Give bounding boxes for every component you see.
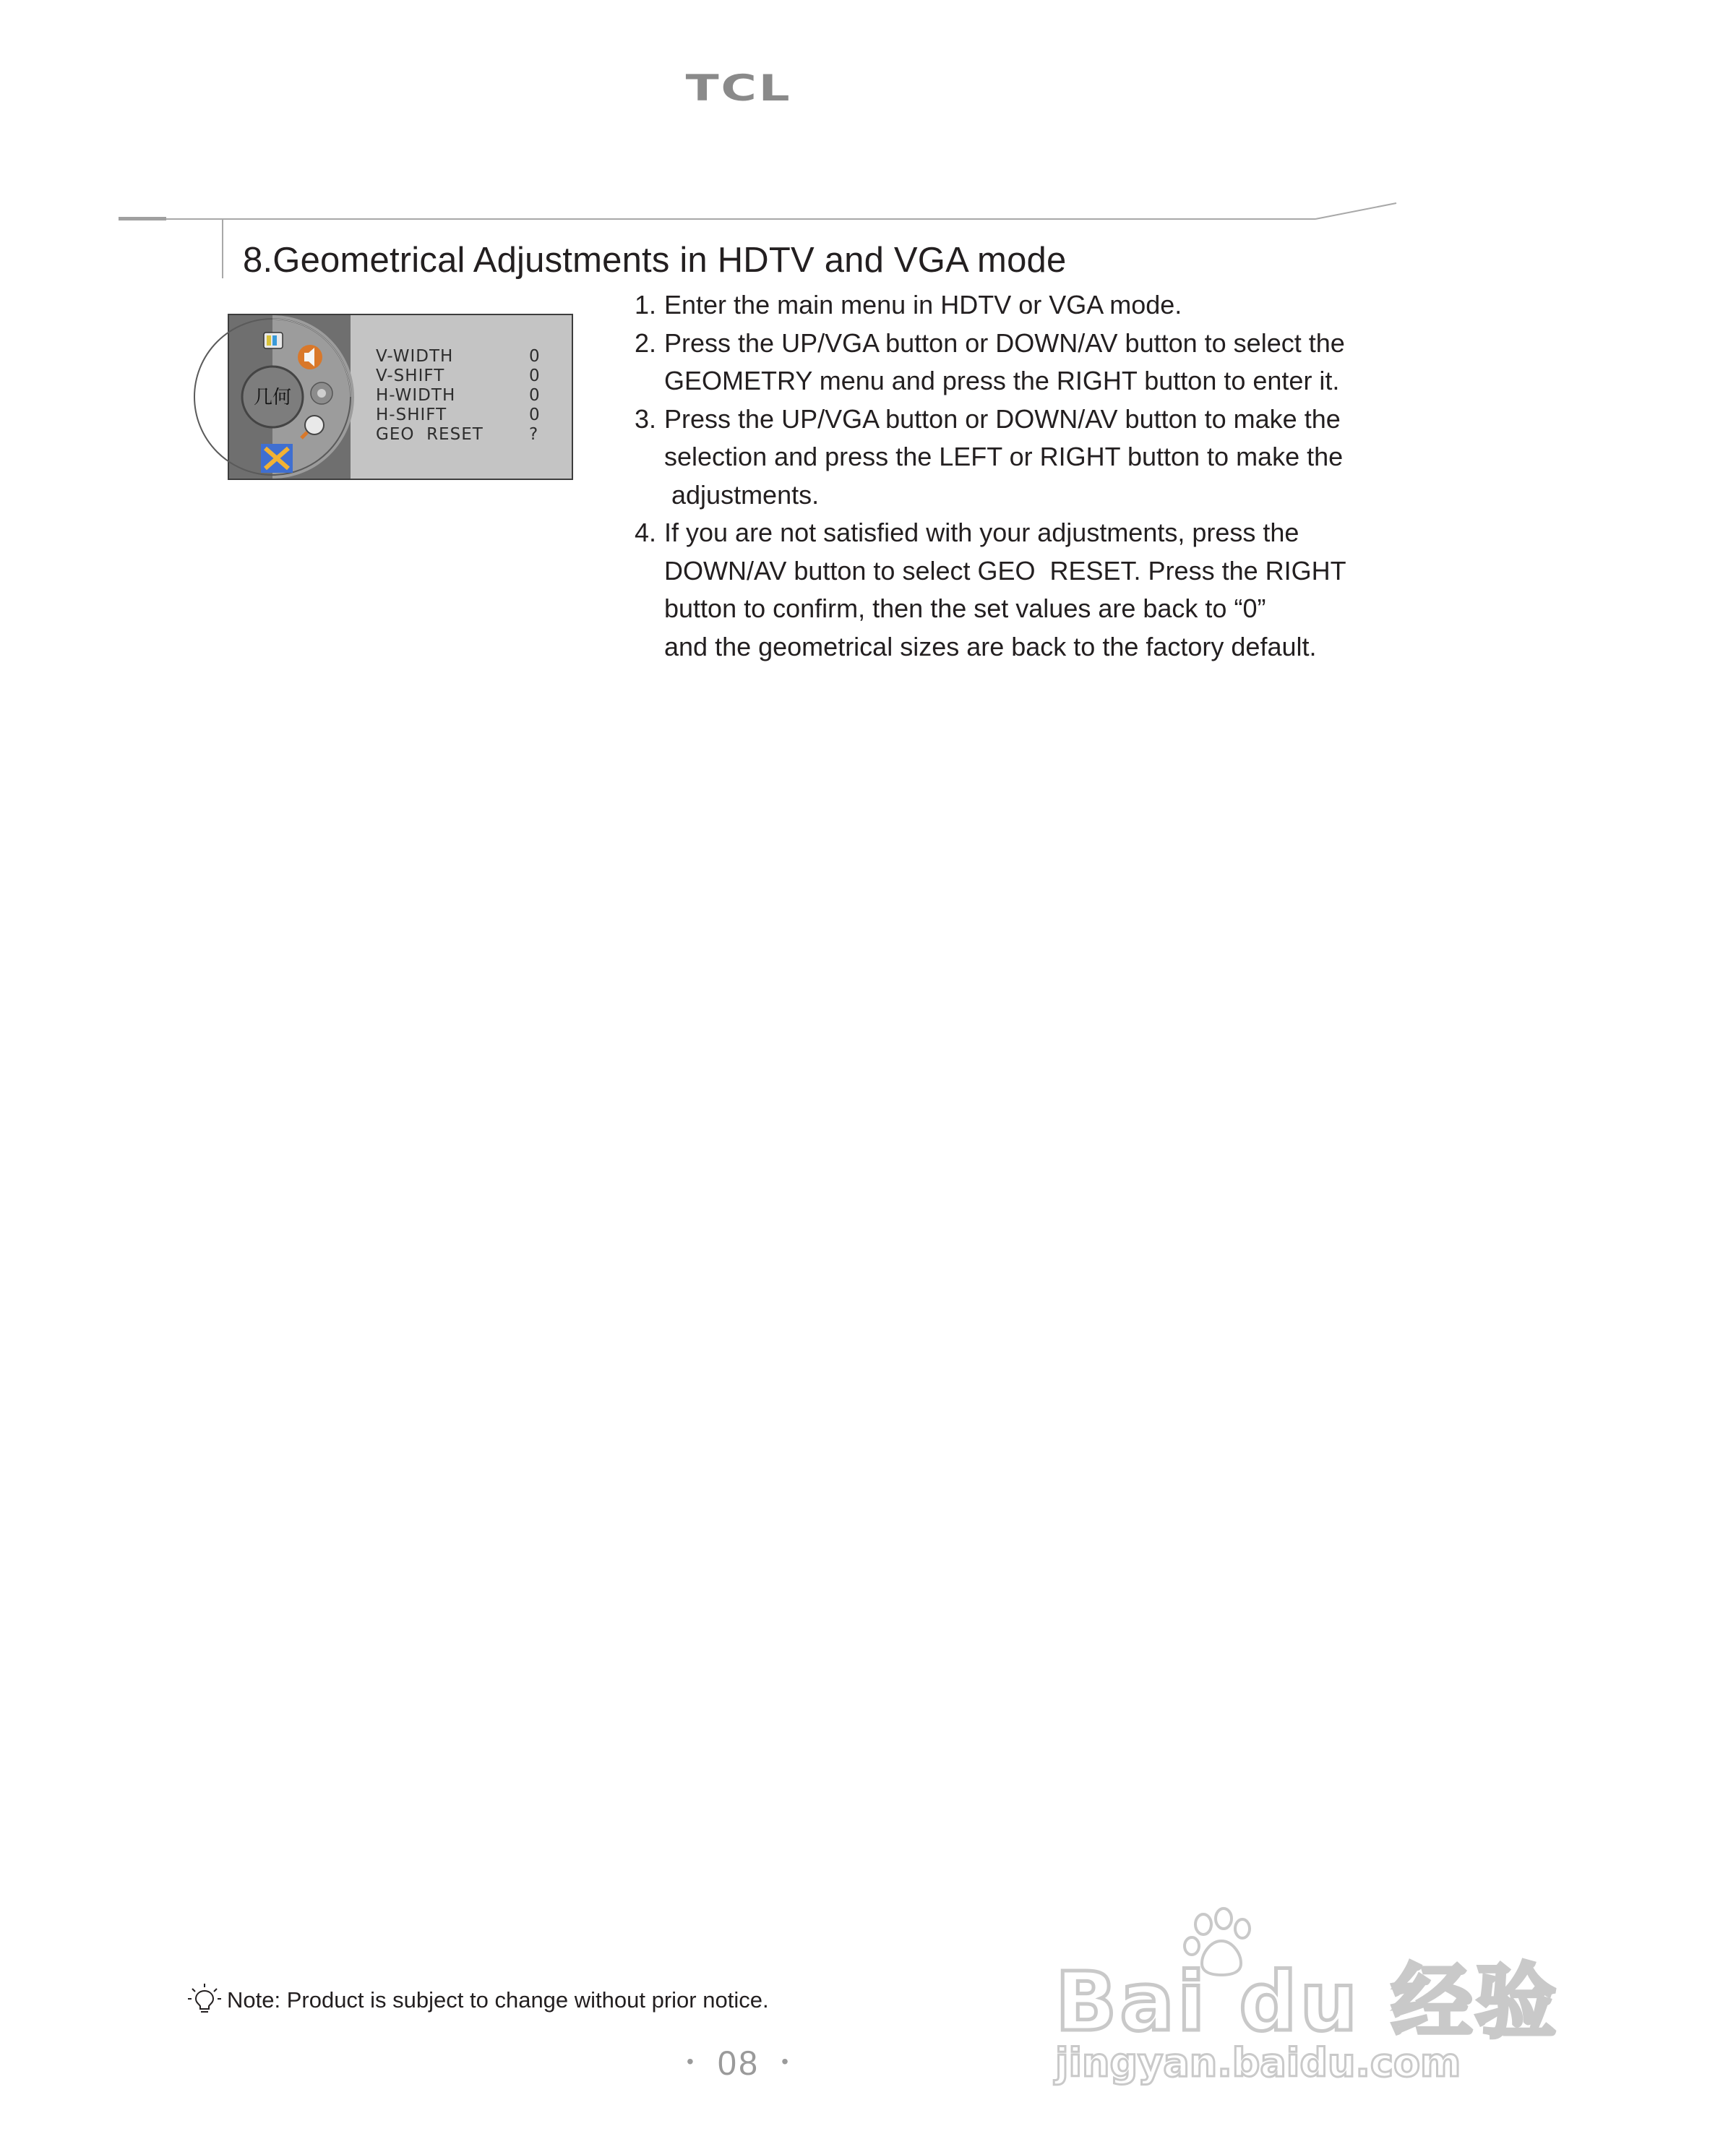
page-number-dot: •	[687, 2049, 696, 2073]
osd-geometry-menu	[228, 314, 573, 480]
step-text: Press the UP/VGA button or DOWN/AV button to make the	[664, 403, 1341, 434]
osd-item-label: H-WIDTH	[376, 386, 456, 405]
osd-menu-dial	[229, 315, 351, 479]
brand-logo: TCL	[685, 67, 792, 109]
tv-picture-icon	[264, 333, 283, 348]
step-text: GEOMETRY menu and press the RIGHT button to enter it.	[664, 366, 1340, 395]
osd-item	[376, 386, 549, 406]
osd-item-list	[376, 347, 549, 445]
instruction-step-1	[635, 286, 1430, 325]
baidu-watermark	[1026, 1908, 1560, 2096]
step-text: DOWN/AV button to select GEO RESET. Press the RIGHT	[664, 555, 1346, 586]
step-number: 2.	[635, 327, 657, 358]
osd-item-label: GEO RESET	[376, 425, 484, 444]
step-number: 3.	[635, 403, 657, 434]
watermark-main-text: Bai du 经验	[1055, 1955, 1560, 2049]
osd-item-label: H-SHIFT	[376, 406, 447, 424]
function-icon	[311, 382, 332, 404]
instruction-step-3	[635, 400, 1430, 515]
geometry-icon	[261, 444, 293, 473]
osd-item-value: 0	[529, 406, 541, 424]
step-text: adjustments.	[664, 479, 820, 510]
instruction-step-4	[635, 514, 1430, 666]
osd-item	[376, 425, 549, 445]
watermark-url-text: jingyan.baidu.com	[1055, 2040, 1461, 2086]
section-title: 8.Geometrical Adjustments in HDTV and VGA mode	[243, 241, 1067, 280]
step-text: selection and press the LEFT or RIGHT button to make the	[664, 442, 1344, 471]
osd-item-value: 0	[529, 347, 541, 366]
step-text: If you are not satisfied with your adjustments, press the	[664, 518, 1299, 547]
osd-item-label: V-SHIFT	[376, 367, 445, 385]
osd-item-label: V-WIDTH	[376, 347, 454, 366]
osd-dial-label: 几何	[253, 387, 292, 408]
step-text: Enter the main menu in HDTV or VGA mode.	[664, 290, 1182, 320]
osd-item	[376, 347, 549, 367]
instruction-step-2	[635, 325, 1430, 400]
step-text: Press the UP/VGA button or DOWN/AV button to select the	[664, 327, 1345, 358]
step-number: 4.	[635, 518, 657, 547]
step-text: and the geometrical sizes are back to the factory default.	[664, 631, 1317, 661]
osd-item	[376, 367, 549, 386]
osd-item	[376, 406, 549, 425]
osd-item-value: 0	[529, 386, 541, 405]
page-number-value: 08	[717, 2044, 760, 2082]
osd-item-value: ?	[529, 425, 539, 444]
step-number: 1.	[635, 290, 657, 320]
step-text: button to confirm, then the set values are back to “0”	[664, 594, 1266, 623]
sound-icon	[298, 345, 322, 369]
instruction-list	[635, 286, 1430, 666]
footer-note-text: Note: Product is subject to change without prior notice.	[227, 1987, 769, 2013]
lightbulb-icon	[186, 1982, 223, 2015]
page-number-dot: •	[781, 2049, 791, 2073]
osd-item-value: 0	[529, 367, 541, 385]
